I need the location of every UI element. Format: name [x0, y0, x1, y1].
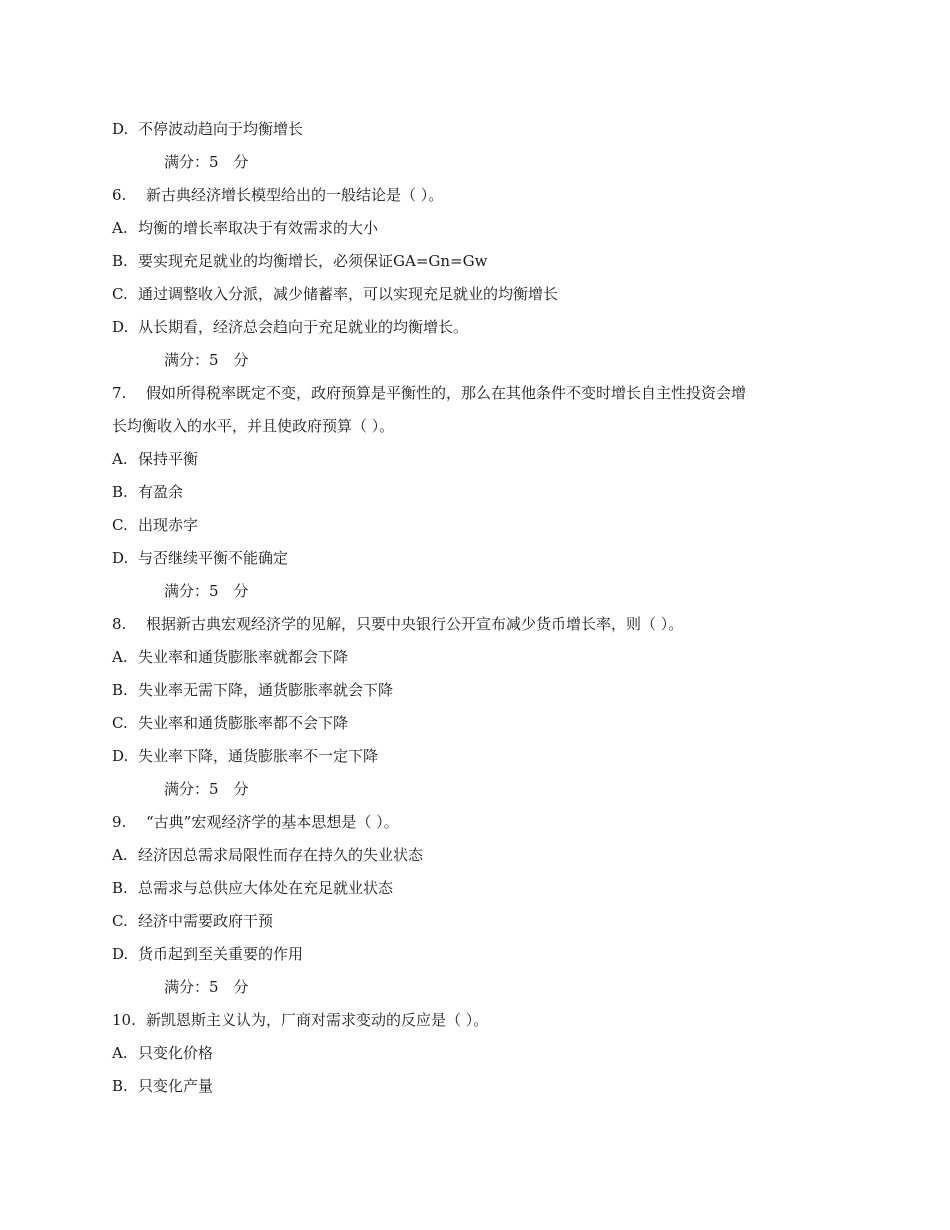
score-line: 满分：5 分: [164, 978, 249, 996]
option-d: [112, 542, 842, 575]
option-c: [112, 509, 842, 542]
option-text: 货币起到至关重要的作用: [138, 945, 304, 963]
option-letter: B.: [112, 483, 128, 501]
option-letter: C.: [112, 285, 128, 303]
option-letter: A.: [112, 648, 128, 666]
option-text: 从长期看，经济总会趋向于充足就业的均衡增长。: [138, 318, 469, 336]
option-a: [112, 839, 842, 872]
question-text: 新古典经济增长模型给出的一般结论是（ ）。: [146, 186, 444, 204]
option-d: [112, 740, 842, 773]
option-text: 失业率无需下降，通货膨胀率就会下降: [138, 681, 394, 699]
question-number: 8.: [112, 615, 127, 633]
option-b: [112, 1070, 842, 1103]
option-b: [112, 245, 842, 278]
option-letter: D.: [112, 549, 129, 567]
option-letter: D.: [112, 120, 129, 138]
option-text: 经济中需要政府干预: [138, 912, 274, 930]
option-letter: C.: [112, 912, 128, 930]
option-letter: D.: [112, 945, 129, 963]
option-text: 有盈余: [138, 483, 184, 501]
option-b: [112, 872, 842, 905]
option-d: [112, 938, 842, 971]
option-letter: B.: [112, 879, 128, 897]
option-letter: B.: [112, 1077, 128, 1095]
option-text: 要实现充足就业的均衡增长，必须保证GA=Gn=Gw: [138, 252, 488, 270]
question-9: [112, 806, 842, 839]
option-text: 失业率和通货膨胀率都不会下降: [138, 714, 349, 732]
option-text: 经济因总需求局限性而存在持久的失业状态: [138, 846, 424, 864]
option-text: 只变化产量: [138, 1077, 214, 1095]
question-text: “古典”宏观经济学的基本思想是（ ）。: [146, 813, 399, 831]
option-text: 失业率和通货膨胀率就都会下降: [138, 648, 349, 666]
question-number: 7.: [112, 384, 127, 402]
option-c: [112, 278, 842, 311]
option-d: [112, 113, 842, 146]
option-text: 只变化价格: [138, 1044, 214, 1062]
option-a: [112, 443, 842, 476]
option-letter: D.: [112, 318, 129, 336]
option-text: 出现赤字: [138, 516, 199, 534]
option-text: 通过调整收入分派，减少储蓄率，可以实现充足就业的均衡增长: [138, 285, 559, 303]
question-7: [112, 377, 842, 410]
question-text: 根据新古典宏观经济学的见解，只要中央银行公开宣布减少货币增长率，则（ ）。: [146, 615, 684, 633]
option-letter: C.: [112, 516, 128, 534]
question-6: [112, 179, 842, 212]
option-text: 失业率下降，通货膨胀率不一定下降: [138, 747, 379, 765]
option-letter: B.: [112, 681, 128, 699]
score-line: 满分：5 分: [164, 582, 249, 600]
option-letter: C.: [112, 714, 128, 732]
option-c: [112, 707, 842, 740]
option-text: 与否继续平衡不能确定: [138, 549, 289, 567]
question-10: [112, 1004, 842, 1037]
question-number: 6.: [112, 186, 127, 204]
option-b: [112, 674, 842, 707]
option-c: [112, 905, 842, 938]
question-text: 假如所得税率既定不变，政府预算是平衡性的，那么在其他条件不变时增长自主性投资会增: [146, 384, 747, 402]
option-a: [112, 641, 842, 674]
question-7-continued: 长均衡收入的水平，并且使政府预算（ ）。: [112, 417, 395, 435]
option-b: [112, 476, 842, 509]
option-letter: A.: [112, 846, 128, 864]
option-letter: A.: [112, 1044, 128, 1062]
option-text: 均衡的增长率取决于有效需求的大小: [138, 219, 379, 237]
score-line: 满分：5 分: [164, 153, 249, 171]
question-text: 新凯恩斯主义认为，厂商对需求变动的反应是（ ）。: [146, 1011, 489, 1029]
question-8: [112, 608, 842, 641]
option-letter: D.: [112, 747, 129, 765]
option-letter: A.: [112, 450, 128, 468]
option-text: 保持平衡: [138, 450, 199, 468]
option-text: 不停波动趋向于均衡增长: [138, 120, 304, 138]
score-line: 满分：5 分: [164, 780, 249, 798]
option-a: [112, 1037, 842, 1070]
option-letter: B.: [112, 252, 128, 270]
question-number: 9.: [112, 813, 127, 831]
question-list: [112, 113, 842, 1103]
score-line: 满分：5 分: [164, 351, 249, 369]
option-letter: A.: [112, 219, 128, 237]
option-a: [112, 212, 842, 245]
question-number: 10.: [112, 1011, 136, 1029]
option-d: [112, 311, 842, 344]
option-text: 总需求与总供应大体处在充足就业状态: [138, 879, 394, 897]
